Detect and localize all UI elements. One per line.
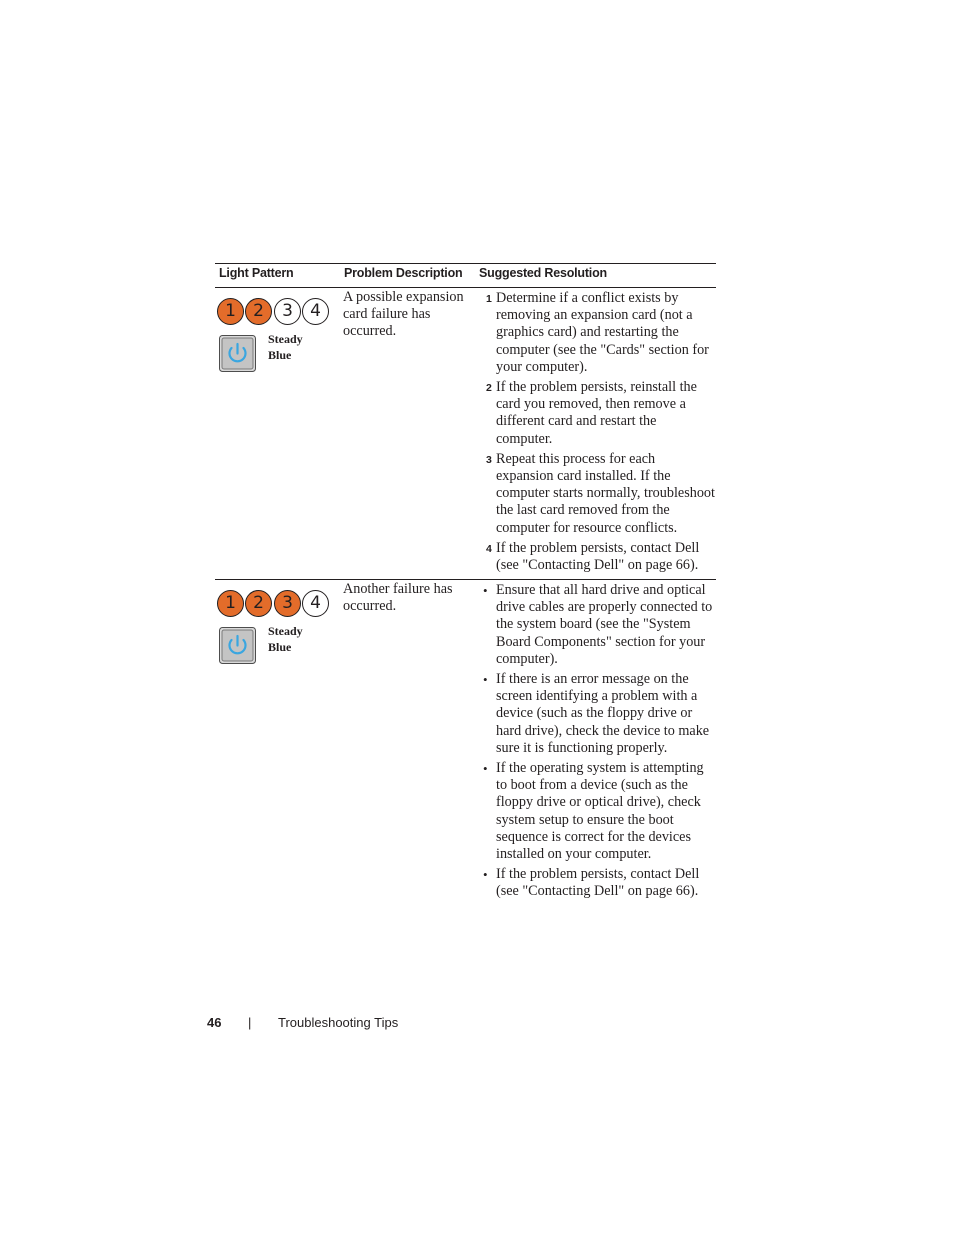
bullet-marker: • — [483, 672, 488, 688]
diagnostic-light-3: 3 — [274, 590, 301, 617]
diagnostic-light-2: 2 — [245, 590, 272, 617]
bullet-text: If the operating system is attempting to boot from a device (such as the floppy drive or optical drive), check system setup to ensure the boot sequence is correct for the devices installed on your computer. — [496, 760, 704, 863]
power-light-state — [268, 331, 328, 363]
resolution-bullet — [479, 671, 715, 757]
table-row — [215, 580, 716, 910]
diagnostic-light-1: 1 — [217, 298, 244, 325]
resolution-step — [479, 540, 715, 574]
power-button-icon — [219, 627, 256, 664]
step-text: Repeat this process for each expansion card installed. If the computer starts normally, troubleshoot the last card removed from the computer for resource conflicts. — [496, 450, 715, 536]
resolution-steps — [479, 290, 715, 577]
table-row — [215, 288, 716, 579]
bullet-text: If the problem persists, contact Dell (see "Contacting Dell" on page 66). — [496, 866, 700, 900]
step-text: If the problem persists, reinstall the card you removed, then remove a different card and restart the computer. — [496, 379, 697, 447]
section-title: Troubleshooting Tips — [278, 1015, 399, 1030]
resolution-bullet — [479, 866, 715, 900]
resolution-step — [479, 290, 715, 376]
diagnostic-light-4: 4 — [302, 590, 329, 617]
page-number: 46 — [207, 1015, 222, 1030]
power-state-color: Blue — [268, 348, 292, 362]
step-number: 2 — [486, 382, 492, 395]
diagnostic-light-3: 3 — [274, 298, 301, 325]
power-state-steady: Steady — [268, 332, 303, 346]
footer-separator: | — [248, 1015, 252, 1030]
resolution-step — [479, 379, 715, 448]
resolution-bullet — [479, 582, 715, 668]
step-text: Determine if a conflict exists by removing an expansion card (not a graphics card) and restarting the computer (see the "Cards" section for your computer). — [496, 290, 709, 375]
resolution-bullet — [479, 760, 715, 863]
header-suggested-resolution: Suggested Resolution — [479, 266, 607, 280]
bullet-text: If there is an error message on the screen identifying a problem with a device (such as the floppy drive or hard drive), check the device to make sure it is functioning properly. — [496, 671, 710, 756]
header-light-pattern: Light Pattern — [219, 266, 294, 280]
step-number: 1 — [486, 293, 492, 305]
bullet-marker: • — [483, 761, 488, 777]
problem-description: A possible expansion card failure has occurred. — [343, 289, 464, 340]
power-state-steady: Steady — [268, 624, 303, 638]
step-number: 3 — [486, 453, 492, 466]
table-top-rule — [215, 263, 716, 264]
header-problem-description: Problem Description — [344, 266, 463, 280]
bullet-marker: • — [483, 583, 488, 598]
bullet-text: Ensure that all hard drive and optical drive cables are properly connected to the system board (see the "System Board Components" section for your computer). — [496, 582, 713, 667]
power-light-state — [268, 623, 328, 655]
step-text: If the problem persists, contact Dell (see "Contacting Dell" on page 66). — [496, 539, 700, 574]
diagnostic-light-2: 2 — [245, 298, 272, 325]
power-state-color: Blue — [268, 640, 292, 654]
problem-description: Another failure has occurred. — [343, 581, 453, 615]
bullet-marker: • — [483, 867, 488, 883]
resolution-step — [479, 451, 715, 537]
diagnostic-light-4: 4 — [302, 298, 329, 325]
resolution-bullets — [479, 582, 715, 904]
diagnostic-light-1: 1 — [217, 590, 244, 617]
step-number: 4 — [486, 542, 492, 555]
power-button-icon — [219, 335, 256, 372]
